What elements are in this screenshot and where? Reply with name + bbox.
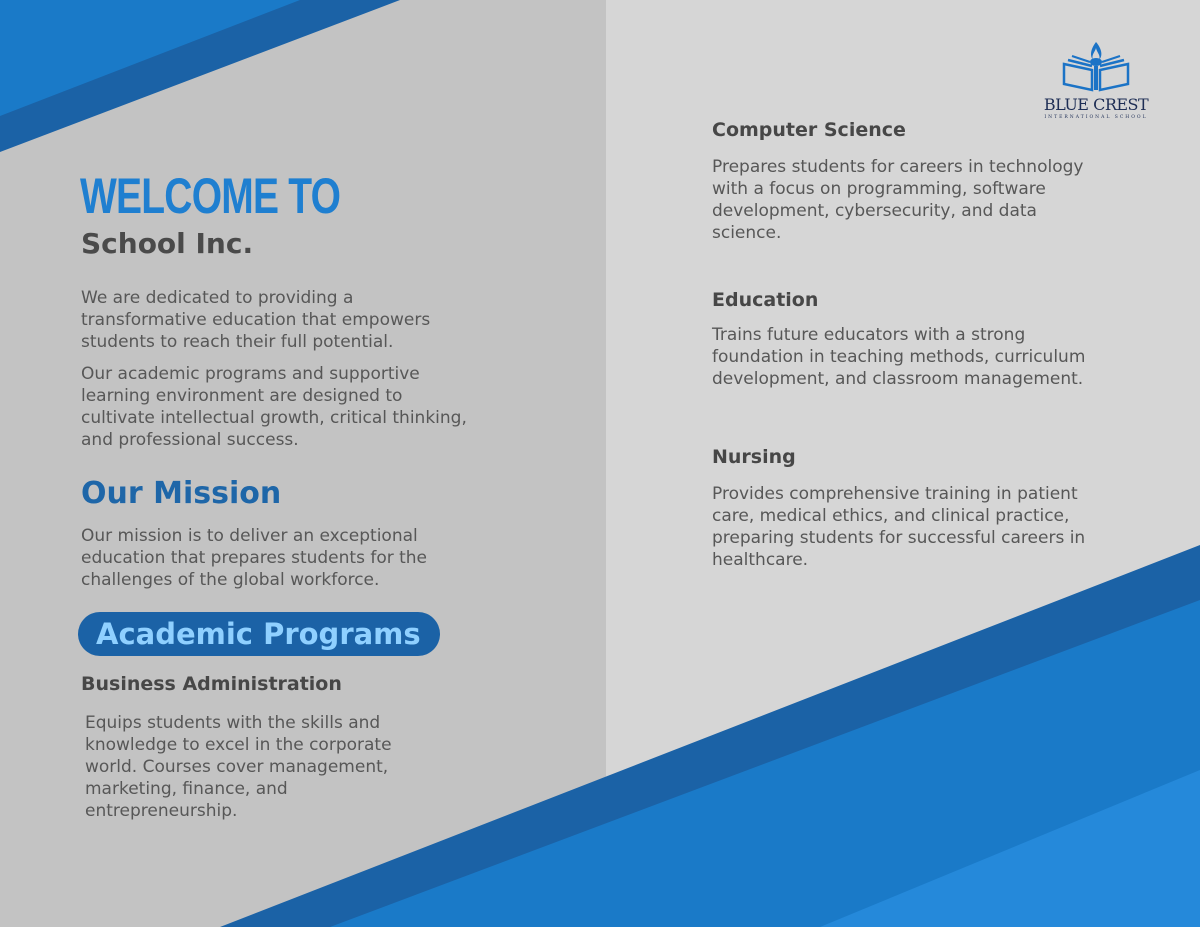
welcome-heading: WELCOME TO [80,168,341,224]
school-logo [1040,40,1152,126]
academic-programs-badge [78,612,440,656]
book-torch-icon [1040,40,1152,96]
program-title-education: Education [712,289,819,311]
mission-text: Our mission is to deliver an exceptional education that prepares students for the challenges of the global workforce. [81,526,428,590]
program-desc-nursing: Provides comprehensive training in patient care, medical ethics, and clinical practice, preparing students for successful careers in healthcare. [712,484,1086,570]
mission-heading: Our Mission [81,476,282,511]
program-title-computer-science: Computer Science [712,119,906,141]
academic-programs-heading: Academic Programs [96,617,421,651]
program-desc-computer-science: Prepares students for careers in technology with a focus on programming, software development, cybersecurity, and data science. [712,157,1084,243]
program-desc-education: Trains future educators with a strong foundation in teaching methods, curriculum development, and classroom management. [712,325,1086,389]
program-title-nursing: Nursing [712,446,796,468]
program-title-business: Business Administration [81,673,342,695]
intro-paragraph-2: Our academic programs and supportive learning environment are designed to cultivate intellectual growth, critical thinking, and professional success. [81,364,467,450]
logo-tagline: INTERNATIONAL SCHOOL [1044,115,1148,120]
intro-paragraph-1: We are dedicated to providing a transformative education that empowers students to reach their full potential. [81,288,431,352]
program-desc-business: Equips students with the skills and knowledge to excel in the corporate world. Courses cover management, marketing, finance, and entrepreneurship. [85,713,392,821]
school-name: School Inc. [81,227,254,260]
logo-name: BLUE CREST [1043,95,1149,114]
